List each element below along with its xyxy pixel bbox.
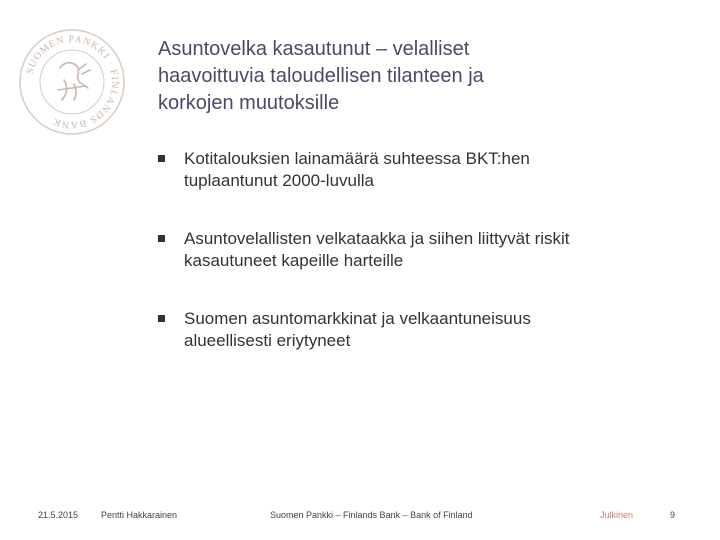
- footer-classification: Julkinen: [600, 510, 634, 520]
- bullet-line: Kotitalouksien lainamäärä suhteessa BKT:hen: [184, 149, 530, 168]
- bullet-item: [158, 228, 678, 272]
- svg-text:SUOMEN PANKKI · FINLANDS BANK: SUOMEN PANKKI · FINLANDS BANK: [24, 33, 121, 131]
- bullet-line: kasautuneet kapeille harteille: [184, 251, 404, 270]
- bullet-line: Suomen asuntomarkkinat ja velkaantuneisuus: [184, 309, 531, 328]
- title-line: haavoittuvia taloudellisen tilanteen ja: [158, 65, 484, 87]
- bank-seal-logo: [18, 28, 126, 136]
- footer-date: 21.5.2015: [38, 510, 79, 520]
- square-bullet-icon: [158, 155, 165, 162]
- bullet-line: Asuntovelallisten velkataakka ja siihen liittyvät riskit: [184, 229, 570, 248]
- footer-organization: Suomen Pankki – Finlands Bank – Bank of Finland: [270, 510, 473, 520]
- footer-author: Pentti Hakkarainen: [101, 510, 178, 520]
- bullet-line: tuplaantunut 2000-luvulla: [184, 171, 374, 190]
- square-bullet-icon: [158, 315, 165, 322]
- bullet-line: alueellisesti eriytyneet: [184, 331, 351, 350]
- square-bullet-icon: [158, 235, 165, 242]
- title-line: Asuntovelka kasautunut – velalliset: [158, 38, 470, 60]
- bullet-item: [158, 148, 678, 192]
- slide-title: [158, 36, 628, 117]
- bullet-item: [158, 308, 678, 352]
- page-number: 9: [670, 510, 676, 520]
- title-line: korkojen muutoksille: [158, 92, 340, 114]
- bullet-list: [158, 148, 678, 388]
